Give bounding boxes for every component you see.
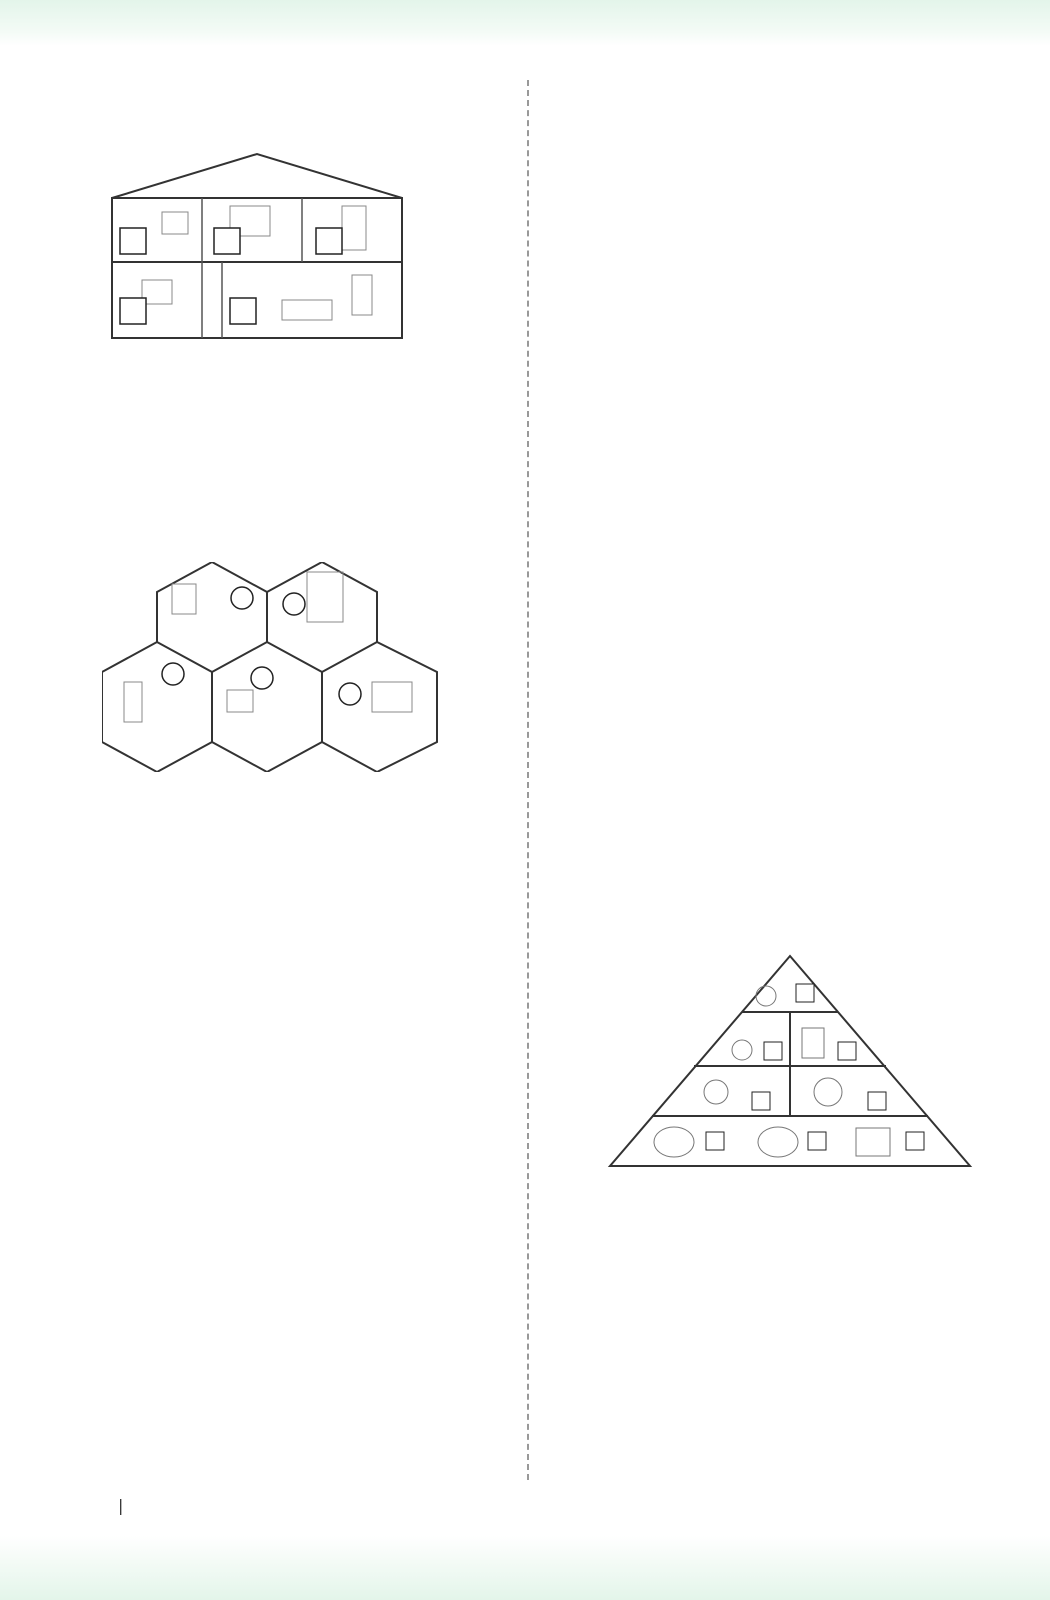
house-label-1	[120, 228, 146, 254]
pyramid-box-top	[796, 984, 814, 1002]
pyramid-box-fruit	[868, 1092, 886, 1110]
pyramid-box-milk	[838, 1042, 856, 1060]
house-label-5	[230, 298, 256, 324]
right-q4-label-row	[548, 950, 594, 978]
pyramid-box-meat	[764, 1042, 782, 1060]
room-label-c	[283, 593, 305, 615]
room-label-e	[162, 663, 184, 685]
room-label-d	[339, 683, 361, 705]
pyramid-box-veg	[752, 1092, 770, 1110]
footer-series: |	[118, 1496, 124, 1515]
room-label-b	[251, 667, 273, 689]
column-divider	[527, 80, 529, 1480]
room-label-a	[231, 587, 253, 609]
house-label-4	[120, 298, 146, 324]
pyramid-box-rice	[706, 1132, 724, 1150]
top-decor-band	[0, 0, 1050, 46]
house-figure	[102, 150, 412, 340]
pyramid-box-noodles	[808, 1132, 826, 1150]
house-label-3	[316, 228, 342, 254]
rooms-figure	[102, 562, 442, 772]
house-label-2	[214, 228, 240, 254]
food-pyramid	[606, 952, 974, 1170]
bottom-decor-band	[0, 1536, 1050, 1600]
pyramid-box-bread	[906, 1132, 924, 1150]
